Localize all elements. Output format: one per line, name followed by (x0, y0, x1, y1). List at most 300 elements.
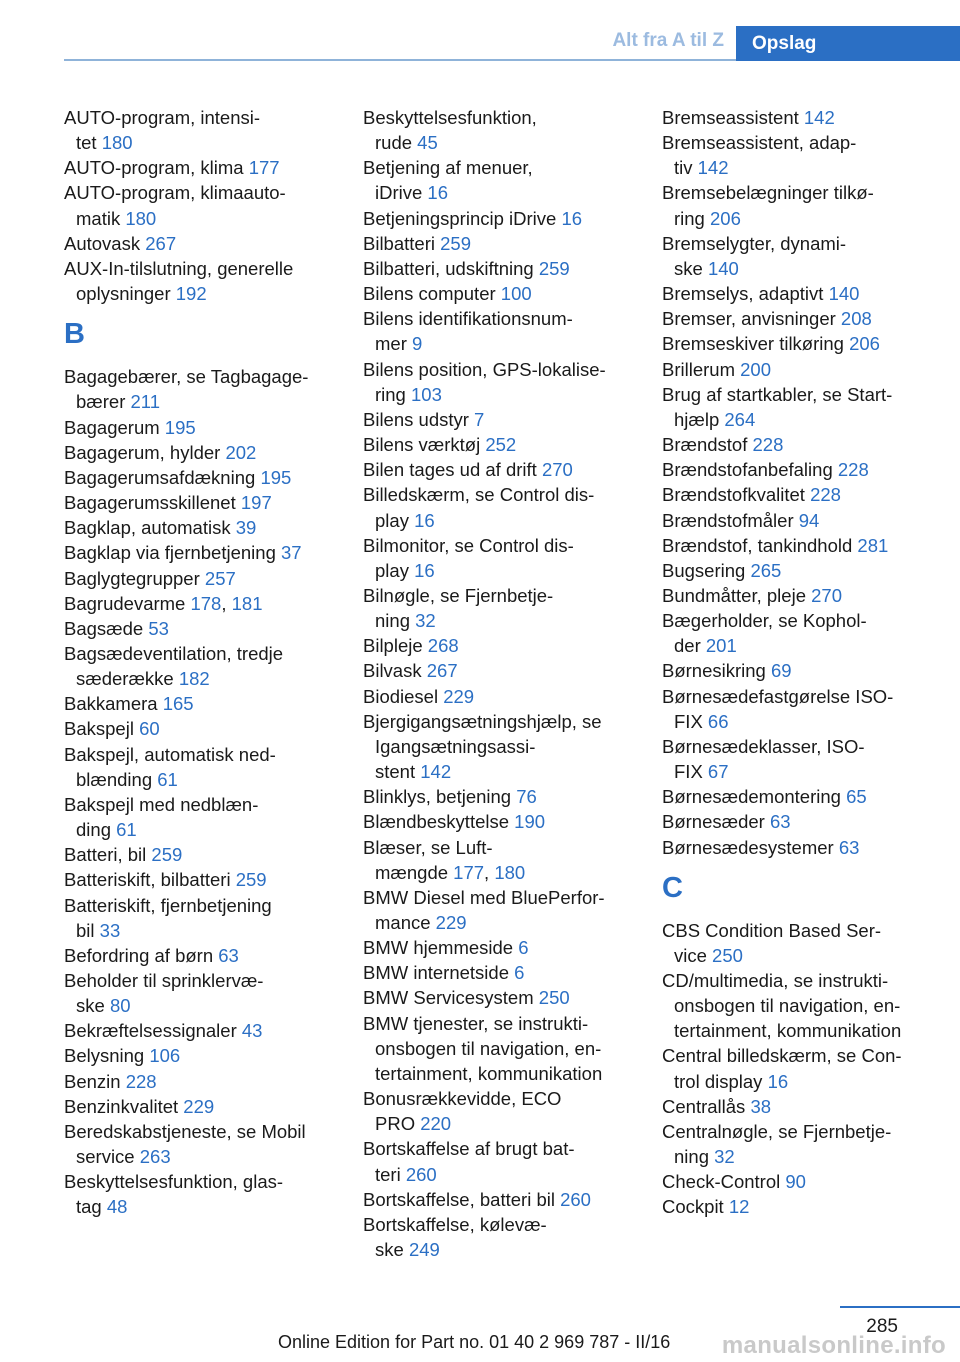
index-entry-line (662, 993, 937, 1018)
page-reference-link[interactable]: 100 (500, 283, 532, 305)
index-entry-line (662, 331, 937, 356)
index-entry-text: Bilnøgle, se Fjernbetje- (363, 584, 554, 606)
page-reference-link[interactable]: 106 (149, 1045, 181, 1067)
index-entry-text: tet (76, 132, 102, 154)
page-reference-link[interactable]: 180 (125, 207, 157, 229)
index-entry-text: ding (76, 819, 117, 841)
index-entry-text: Bægerholder, se Kophol- (662, 610, 867, 632)
index-entry-text: Bilmonitor, se Control dis- (363, 534, 574, 556)
page-reference-link[interactable]: 228 (752, 434, 784, 456)
index-entry-line (662, 1069, 937, 1094)
page-reference-link[interactable]: 263 (139, 1146, 171, 1168)
page-reference-link[interactable]: 270 (541, 459, 573, 481)
page-reference-link[interactable]: 270 (811, 584, 842, 606)
index-entry-text: Beholder til sprinklervæ- (64, 970, 264, 991)
index-entry-line (363, 508, 638, 533)
index-entry-text: Belysning (64, 1045, 150, 1067)
page-reference-link[interactable]: 197 (240, 492, 272, 514)
index-entry-text: bærer (76, 391, 131, 413)
index-entry-text: Bremseskiver tilkøring (662, 333, 850, 355)
index-entry-line (64, 389, 339, 414)
page-reference-link[interactable]: 140 (707, 257, 739, 279)
index-entry-line (64, 105, 339, 130)
index-entry-line (363, 709, 638, 734)
index-entry-line (64, 281, 339, 306)
index-entry-line (363, 960, 638, 985)
index-entry-line (64, 180, 339, 205)
page-reference-link[interactable]: 250 (538, 987, 570, 1009)
index-entry-text: vice (674, 944, 713, 966)
page-reference-link[interactable]: 192 (175, 283, 207, 305)
page-separator: , (484, 861, 495, 883)
page-reference-link[interactable]: 228 (810, 484, 841, 506)
index-letter-heading: B (64, 318, 85, 351)
index-entry-text: Bilens udstyr (363, 408, 475, 430)
index-column-3 (662, 105, 937, 1220)
index-entry-text: sæderække (76, 668, 179, 690)
index-entry-line (363, 206, 638, 231)
page-reference-link[interactable]: 259 (151, 844, 183, 866)
index-entry-text: play (375, 559, 415, 581)
index-entry-line (662, 1018, 937, 1043)
page-reference-link[interactable]: 195 (260, 466, 292, 488)
index-entry-text: BMW tjenester, se instrukti- (363, 1012, 589, 1034)
index-entry-text: hjælp (674, 408, 725, 430)
index-entry-text: Brug af startkabler, se Start- (662, 383, 893, 405)
page-reference-link[interactable]: 260 (405, 1163, 437, 1185)
page-reference-link[interactable]: 211 (130, 391, 160, 413)
page-reference-link[interactable]: 6 (514, 962, 525, 984)
index-entry-text: Bagagerum, hylder (64, 441, 226, 463)
index-entry-text: Brændstofmåler (662, 509, 799, 531)
index-entry-text: Brændstofanbefaling (662, 459, 838, 481)
index-entry-text: Bekræftelsessignaler (64, 1020, 242, 1042)
page-reference-link[interactable]: 180 (494, 861, 526, 883)
index-entry-line (64, 1069, 339, 1094)
page-reference-link[interactable]: 228 (125, 1070, 157, 1092)
index-entry-text: Central billedskærm, se Con- (662, 1045, 902, 1067)
index-entry-line (363, 1237, 638, 1262)
index-entry-text: Brændstofkvalitet (662, 484, 811, 506)
index-entry-line (662, 206, 937, 231)
index-entry-line (363, 180, 638, 205)
index-entry-text: Bugsering (662, 559, 751, 581)
index-entry-text: Beskyttelsesfunktion, (363, 107, 537, 128)
index-column-1 (64, 105, 339, 1220)
index-entry-line (64, 465, 339, 490)
page-reference-link[interactable]: 206 (849, 333, 880, 355)
index-entry-line (363, 734, 638, 759)
page-reference-link[interactable]: 48 (106, 1196, 128, 1218)
index-entry-line (363, 407, 638, 432)
page-reference-link[interactable]: 202 (225, 441, 257, 463)
index-entry-line (64, 716, 339, 741)
edition-note: Online Edition for Part no. 01 40 2 969 787 - II/16 (278, 1332, 671, 1352)
index-entry-text: ring (375, 383, 411, 405)
index-entry-line (363, 155, 638, 180)
index-entry-text: Bonusrækkevidde, ECO (363, 1088, 562, 1110)
index-entry-line (64, 742, 339, 767)
index-entry-line (363, 1111, 638, 1136)
index-entry-line (363, 130, 638, 155)
page-reference-link[interactable]: 7 (474, 408, 485, 430)
index-entry-line (64, 893, 339, 918)
index-entry-line (662, 533, 937, 558)
page-reference-link[interactable]: 260 (560, 1188, 591, 1210)
index-entry-line (662, 155, 937, 180)
page-reference-link[interactable]: 69 (770, 660, 792, 682)
header-tab-label: Opslag (736, 26, 960, 61)
page-reference-link[interactable]: 16 (427, 182, 448, 204)
page-reference-link[interactable]: 229 (443, 685, 475, 707)
index-entry-text: oplysninger (76, 283, 176, 305)
page-reference-link[interactable]: 177 (248, 157, 280, 179)
index-entry-line (64, 490, 339, 515)
page-reference-link[interactable]: 257 (204, 567, 236, 589)
index-entry-text: Bakspejl med nedblæn- (64, 793, 259, 815)
page-reference-link[interactable]: 90 (785, 1171, 806, 1193)
page-reference-link[interactable]: 165 (162, 693, 194, 715)
index-entry-line (363, 784, 638, 809)
index-entry-line (363, 583, 638, 608)
index-entry-line (64, 792, 339, 817)
index-entry-text: Brændstof (662, 434, 753, 456)
page-reference-link[interactable]: 140 (828, 283, 860, 305)
index-entry-line (64, 993, 339, 1018)
page-reference-link[interactable]: 45 (417, 132, 438, 154)
index-entry-text: Bagagebærer, se Tagbagage- (64, 366, 309, 388)
index-entry-line (64, 231, 339, 256)
index-entry-text: Bilvask (363, 660, 427, 682)
index-entry-text: Beredskabstjeneste, se Mobil (64, 1120, 306, 1142)
index-entry-line (363, 633, 638, 658)
index-entry-line (363, 558, 638, 583)
index-entry-line (662, 558, 937, 583)
index-entry-line (662, 734, 937, 759)
index-entry-text: Børnesæder (662, 811, 770, 833)
page-reference-link[interactable]: 249 (408, 1239, 440, 1261)
index-entry-text: AUTO-program, klima (64, 157, 249, 179)
page-reference-link[interactable]: 259 (235, 869, 267, 891)
index-entry-line (662, 759, 937, 784)
index-entry-line (363, 331, 638, 356)
index-entry-line (64, 968, 339, 993)
index-entry-line (662, 180, 937, 205)
index-entry-line (64, 566, 339, 591)
index-entry-line (662, 306, 937, 331)
index-entry-line (64, 515, 339, 540)
index-entry-text: Bremseassistent (662, 107, 804, 128)
index-entry-line (363, 1011, 638, 1036)
page-reference-link[interactable]: 228 (837, 459, 869, 481)
footer-rule (840, 1306, 960, 1308)
index-entry-text: ning (674, 1146, 715, 1168)
index-entry-line (363, 608, 638, 633)
index-entry-text: Bilens position, GPS-lokalise- (363, 358, 606, 380)
index-entry-text: AUTO-program, klimaauto- (64, 182, 286, 204)
page-reference-link[interactable]: 142 (420, 761, 452, 783)
page-number: 285 (866, 1316, 898, 1337)
page-reference-link[interactable]: 16 (414, 559, 435, 581)
index-entry-text: Bremser, anvisninger (662, 308, 841, 330)
index-entry-text: BMW Servicesystem (363, 987, 539, 1009)
index-entry-text: Autovask (64, 232, 146, 254)
index-entry-text: trol display (674, 1070, 768, 1092)
index-entry-line (64, 1018, 339, 1043)
index-entry-line (64, 256, 339, 281)
index-entry-text: Baglygtegrupper (64, 567, 205, 589)
index-entry-line (64, 1043, 339, 1068)
index-entry-text: FIX (674, 710, 708, 732)
index-entry-text: play (375, 509, 415, 531)
index-entry-line (64, 918, 339, 943)
index-entry-line (363, 1162, 638, 1187)
page-reference-link[interactable]: 80 (109, 995, 131, 1017)
index-entry-line (64, 1169, 339, 1194)
index-entry-text: Igangsætningsassi- (375, 735, 536, 757)
index-entry-text: CD/multimedia, se instrukti- (662, 970, 889, 991)
page-reference-link[interactable]: 63 (838, 836, 860, 858)
index-entry-line (662, 583, 937, 608)
index-entry-text: Bagsædeventilation, tredje (64, 642, 284, 664)
index-entry-line (662, 256, 937, 281)
index-entry-line (662, 130, 937, 155)
index-entry-text: Blæser, se Luft- (363, 836, 493, 858)
index-entry-line (662, 482, 937, 507)
index-entry-text: tertainment, kommunikation (674, 1020, 902, 1042)
page-reference-link[interactable]: 259 (440, 232, 471, 254)
index-entry-text: service (76, 1146, 140, 1168)
page-reference-link[interactable]: 16 (767, 1070, 789, 1092)
index-entry-line (662, 105, 937, 130)
page-reference-link[interactable]: 206 (710, 207, 741, 229)
page-reference-link[interactable]: 267 (426, 660, 458, 682)
index-entry-text: Betjeningsprincip iDrive (363, 207, 562, 229)
page-reference-link[interactable]: 229 (435, 912, 467, 933)
index-entry-text: Check-Control (662, 1171, 786, 1193)
index-entry-line (662, 943, 937, 968)
index-entry-text: Bortskaffelse, batteri bil (363, 1188, 561, 1210)
index-entry-text: Brillerum (662, 358, 741, 380)
index-entry-line (363, 533, 638, 558)
index-entry-text: ske (76, 995, 110, 1017)
index-entry-text: Befordring af børn (64, 944, 219, 966)
index-entry-line (363, 658, 638, 683)
page-reference-link[interactable]: 66 (707, 710, 729, 732)
page-reference-link[interactable]: 182 (178, 668, 210, 690)
index-entry-line (363, 357, 638, 382)
page-reference-link[interactable]: 201 (705, 635, 737, 657)
page-reference-link[interactable]: 76 (516, 786, 537, 808)
index-entry-line (662, 1194, 937, 1219)
page-reference-link[interactable]: 43 (241, 1020, 263, 1042)
index-entry-text: tiv (674, 157, 698, 179)
index-column-2 (363, 105, 638, 1262)
page-reference-link[interactable]: 103 (411, 383, 442, 405)
page-reference-link[interactable]: 180 (101, 132, 133, 154)
index-entry-line (662, 1094, 937, 1119)
index-entry-line (363, 382, 638, 407)
page-reference-link[interactable]: 195 (164, 416, 196, 438)
index-entry-line (64, 415, 339, 440)
index-entry-line (363, 306, 638, 331)
index-entry-text: Benzin (64, 1070, 126, 1092)
page-reference-link[interactable]: 177 (453, 861, 485, 883)
index-entry-text: Børnesikring (662, 660, 771, 682)
page-reference-link[interactable]: 60 (139, 718, 160, 740)
index-entry-line (662, 633, 937, 658)
index-entry-text: Bilens computer (363, 283, 501, 305)
index-entry-text: Børnesædemontering (662, 786, 847, 808)
page-reference-link[interactable]: 281 (857, 534, 889, 556)
page-reference-link[interactable]: 252 (485, 434, 517, 456)
index-entry-text: Batteriskift, fjernbetjening (64, 894, 272, 916)
page-reference-link[interactable]: 53 (148, 617, 169, 639)
index-entry-line (662, 1119, 937, 1144)
index-entry-text: Bundmåtter, pleje (662, 584, 812, 606)
index-entry-text: Bagagerumsafdækning (64, 466, 261, 488)
page-reference-link[interactable]: 33 (99, 919, 121, 941)
index-entry-line (363, 1086, 638, 1111)
page-reference-link[interactable]: 268 (427, 635, 459, 657)
page-reference-link[interactable]: 16 (414, 509, 435, 531)
index-entry-line (662, 709, 937, 734)
index-entry-text: BMW Diesel med BluePerfor- (363, 886, 605, 908)
index-entry-text: Centralnøgle, se Fjernbetje- (662, 1120, 892, 1142)
page-reference-link[interactable]: 16 (561, 207, 583, 229)
index-entry-line (662, 1144, 937, 1169)
page-reference-link[interactable]: 65 (846, 786, 867, 808)
index-entry-text: Beskyttelsesfunktion, glas- (64, 1171, 284, 1193)
index-entry-text: iDrive (375, 182, 428, 204)
index-entry-text: Bortskaffelse, kølevæ- (363, 1213, 547, 1235)
index-entry-text: FIX (674, 761, 708, 783)
page-reference-link[interactable]: 267 (145, 232, 177, 254)
index-entry-line (662, 608, 937, 633)
index-entry-line (363, 835, 638, 860)
page-reference-link[interactable]: 200 (740, 358, 771, 380)
index-entry-text: Blændbeskyttelse (363, 811, 515, 833)
page-reference-link[interactable]: 229 (183, 1095, 215, 1117)
index-entry-line (363, 105, 638, 130)
index-entry-text: teri (375, 1163, 406, 1185)
index-entry-text: BMW internetside (363, 962, 515, 984)
index-entry-text: BMW hjemmeside (363, 937, 519, 959)
page-reference-link[interactable]: 39 (235, 517, 257, 539)
index-entry-line (64, 591, 339, 616)
index-entry-text: Batteriskift, bilbatteri (64, 869, 236, 891)
page-reference-link[interactable]: 6 (518, 937, 529, 959)
index-entry-line (363, 1187, 638, 1212)
index-entry-line (363, 1036, 638, 1061)
index-entry-line (64, 767, 339, 792)
index-entry-text: blænding (76, 768, 158, 790)
page-reference-link[interactable]: 38 (750, 1095, 772, 1117)
index-entry-text: der (674, 635, 706, 657)
index-entry-text: onsbogen til navigation, en- (375, 1037, 602, 1059)
index-entry-line (64, 540, 339, 565)
index-entry-text: Bagagerumsskillenet (64, 492, 241, 514)
index-entry-line (363, 684, 638, 709)
page-reference-link[interactable]: 181 (231, 592, 263, 614)
page-reference-link[interactable]: 178 (190, 592, 222, 614)
index-entry-line (363, 432, 638, 457)
index-entry-text: Bagagerum (64, 416, 165, 438)
index-entry-text: Cockpit (662, 1196, 729, 1218)
index-entry-line (363, 910, 638, 935)
page-reference-link[interactable]: 190 (514, 811, 546, 833)
index-entry-text: Bakspejl (64, 718, 140, 740)
index-entry-text: Bakspejl, automatisk ned- (64, 743, 276, 765)
index-entry-text: bil (76, 919, 100, 941)
index-entry-text: ske (674, 257, 708, 279)
index-entry-line (662, 658, 937, 683)
index-entry-text: Bjergigangsætningshjælp, se (363, 710, 602, 732)
index-entry-text: Bakkamera (64, 693, 163, 715)
page-reference-link[interactable]: 142 (803, 107, 835, 128)
index-entry-line (662, 508, 937, 533)
index-entry-text: Benzinkvalitet (64, 1095, 184, 1117)
index-entry-text: Bremsebelægninger tilkø- (662, 182, 874, 204)
index-entry-text: Bagrudevarme (64, 592, 191, 614)
index-entry-text: Blinklys, betjening (363, 786, 517, 808)
page-reference-link[interactable]: 63 (769, 811, 791, 833)
page-reference-link[interactable]: 32 (714, 1146, 735, 1168)
page-reference-link[interactable]: 37 (281, 542, 302, 564)
page-reference-link[interactable]: 250 (712, 944, 743, 966)
page-reference-link[interactable]: 264 (724, 408, 756, 430)
index-entry-line (363, 281, 638, 306)
page-reference-link[interactable]: 63 (218, 944, 239, 966)
index-entry-text: Bilbatteri, udskiftning (363, 257, 539, 279)
index-entry-line (662, 918, 937, 943)
index-entry-line (64, 691, 339, 716)
page-header (0, 0, 960, 62)
index-entry-line (662, 357, 937, 382)
index-entry-text: tag (76, 1196, 107, 1218)
page-reference-link[interactable]: 265 (750, 559, 782, 581)
page-reference-link[interactable]: 67 (707, 761, 729, 783)
index-entry-text: mance (375, 912, 436, 933)
index-entry-text: Billedskærm, se Control dis- (363, 484, 595, 506)
page-reference-link[interactable]: 9 (412, 333, 423, 355)
index-entry-line (662, 809, 937, 834)
watermark: manualsonline.info (721, 1332, 946, 1359)
index-entry-line (363, 809, 638, 834)
page-reference-link[interactable]: 12 (728, 1196, 750, 1218)
page-reference-link[interactable]: 220 (420, 1113, 452, 1135)
index-entry-line (363, 860, 638, 885)
index-entry-line (64, 206, 339, 231)
page-reference-link[interactable]: 142 (697, 157, 729, 179)
page-reference-link[interactable]: 208 (840, 308, 872, 330)
index-entry-line (662, 1169, 937, 1194)
page-reference-link[interactable]: 61 (157, 768, 178, 790)
page-reference-link[interactable]: 94 (798, 509, 820, 531)
index-entry-line (64, 817, 339, 842)
page-reference-link[interactable]: 32 (415, 610, 436, 632)
page-reference-link[interactable]: 61 (116, 819, 137, 841)
index-entry-line (662, 382, 937, 407)
index-entry-line (64, 1144, 339, 1169)
index-entry-text: rude (375, 132, 418, 154)
index-entry-text: Bagsæde (64, 617, 149, 639)
index-entry-text: Brændstof, tankindhold (662, 534, 858, 556)
index-entry-line (662, 968, 937, 993)
index-entry-line (363, 1136, 638, 1161)
page-reference-link[interactable]: 259 (538, 257, 570, 279)
index-entry-line (64, 440, 339, 465)
